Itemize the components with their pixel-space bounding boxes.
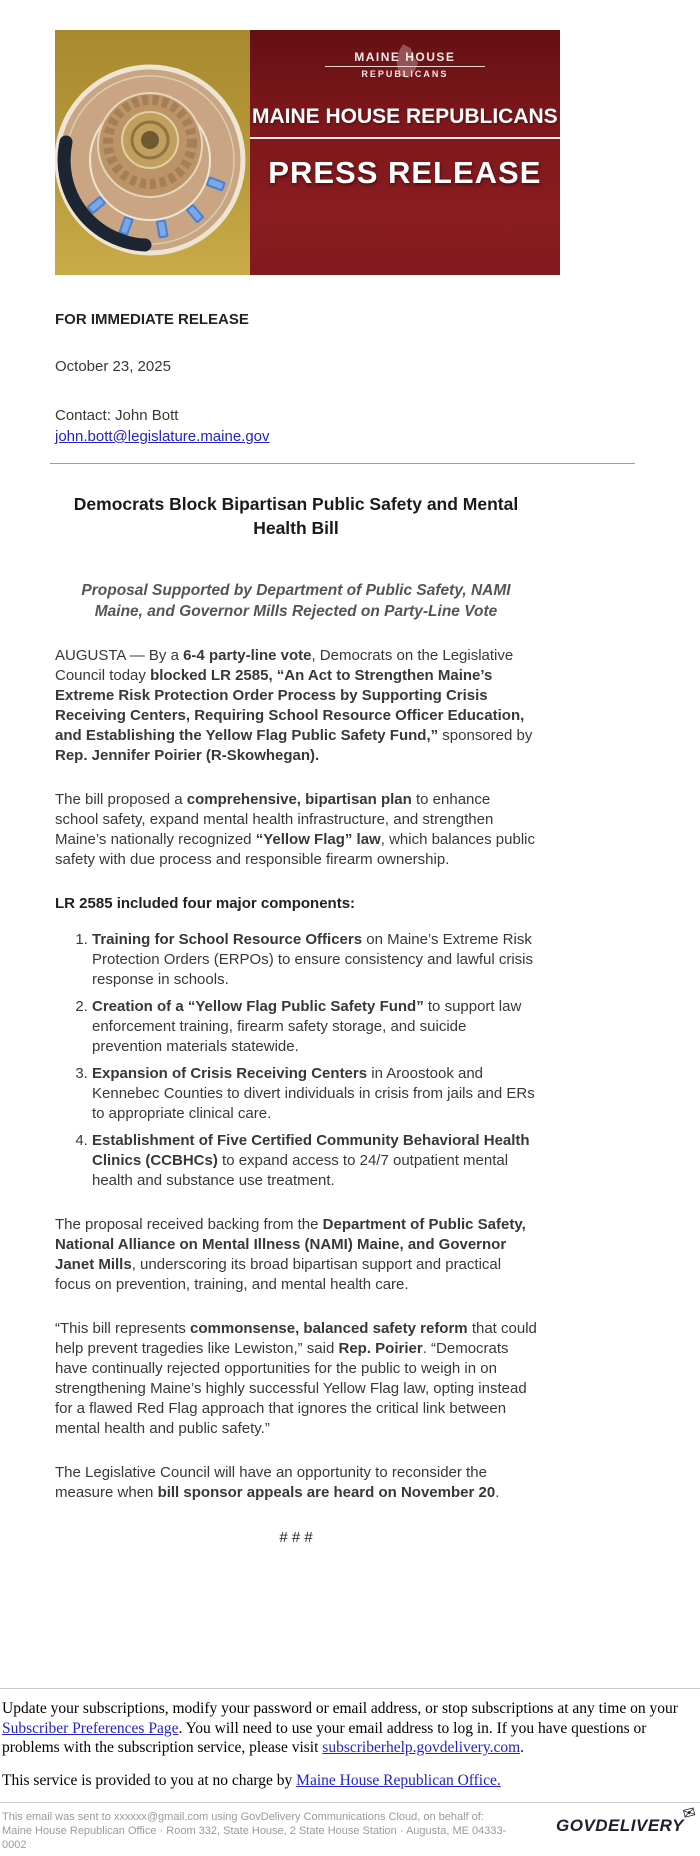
components-list bbox=[55, 930, 537, 1191]
subscriber-preferences-link[interactable]: Subscriber Preferences Page bbox=[2, 1719, 179, 1737]
list-item-sro-training: 1. Training for School Resource Officers on Maine’s Extreme Risk Protection Orders (ERPOs) to ensure consistency and lawful crisis response in schools. bbox=[92, 930, 537, 990]
paragraph-quote: “This bill represents commonsense, balanced safety reform that could help prevent tragedies like Lewiston,” said Rep. Poirier. “Democrats have continually rejected opportunities for the public to weigh in on strengthening Maine’s highly successful Yellow Flag law, opting instead for a flawed Red Flag approach that ignores the critical link between mental health and public safety.” bbox=[55, 1320, 537, 1437]
statehouse-dome-photo bbox=[55, 30, 250, 275]
paragraph-reconsider: The Legislative Council will have an opportunity to reconsider the measure when bill sponsor appeals are heard on November 20. bbox=[55, 1464, 500, 1501]
paragraph-bill-summary: The bill proposed a comprehensive, bipartisan plan to enhance school safety, expand mental health infrastructure, and strengthen Maine’s nationally recognized “Yellow Flag” law, which balances public safety with due process and responsible firearm ownership. bbox=[55, 791, 535, 868]
paragraph-backing: The proposal received backing from the Department of Public Safety, National Alliance on Mental Illness (NAMI) Maine, and Governor Janet Mills, underscoring its broad bipartisan support and practical focus on prevention, training, and mental health care. bbox=[55, 1216, 526, 1293]
contact-block bbox=[55, 405, 537, 447]
components-heading: LR 2585 included four major components: bbox=[55, 895, 356, 912]
headline: Democrats Block Bipartisan Public Safety and Mental Health Bill bbox=[73, 494, 519, 538]
banner-headline: MAINE HOUSE REPUBLICANS bbox=[250, 105, 560, 139]
govdelivery-logo bbox=[556, 1803, 698, 1836]
govdelivery-logo-text: GOVDELIVERY bbox=[556, 1816, 684, 1835]
divider bbox=[50, 463, 635, 464]
delivery-row bbox=[0, 1803, 700, 1852]
list-item-crisis-centers: 3. Expansion of Crisis Receiving Centers in Aroostook and Kennebec Counties to divert individuals in crisis from jails and ERs to appropriate clinical care. bbox=[92, 1064, 537, 1124]
list-item-ccbhcs: 4. Establishment of Five Certified Community Behavioral Health Clinics (CCBHCs) to expand access to 24/7 outpatient mental health and substance use treatment. bbox=[92, 1131, 537, 1191]
subheadline: Proposal Supported by Department of Public Safety, NAMI Maine, and Governor Mills Rejected on Party-Line Vote bbox=[81, 582, 511, 620]
logo-text-top: MAINE HOUSE bbox=[325, 50, 485, 67]
release-date: October 23, 2025 bbox=[55, 358, 171, 375]
press-release-email bbox=[55, 30, 558, 1688]
subscriber-help-link[interactable]: subscriberhelp.govdelivery.com bbox=[322, 1739, 521, 1756]
maine-house-republican-office-link[interactable]: Maine House Republican Office. bbox=[296, 1771, 501, 1789]
service-info: This service is provided to you at no charge by Maine House Republican Office. bbox=[2, 1771, 501, 1789]
header-banner bbox=[55, 30, 558, 275]
subscription-footer bbox=[0, 1689, 700, 1790]
banner-masthead bbox=[250, 30, 560, 275]
maine-house-republicans-logo bbox=[325, 50, 485, 79]
logo-text-bottom: REPUBLICANS bbox=[361, 69, 449, 79]
for-immediate-release-label: FOR IMMEDIATE RELEASE bbox=[55, 311, 249, 328]
banner-press-release-label: PRESS RELEASE bbox=[268, 155, 542, 190]
contact-name: Contact: John Bott bbox=[55, 407, 179, 424]
end-mark: # # # bbox=[279, 1529, 313, 1546]
contact-email-link[interactable]: john.bott@legislature.maine.gov bbox=[55, 428, 270, 445]
delivery-disclaimer: This email was sent to xxxxxx@gmail.com using GovDelivery Communications Cloud, on behalf of: Maine House Republican Office · Room 332, State House, 2 State House Station · Augusta, ME 04333-0002 bbox=[2, 1811, 507, 1851]
list-item-safety-fund: 2. Creation of a “Yellow Flag Public Safety Fund” to support law enforcement training, firearm safety storage, and suicide prevention materials statewide. bbox=[92, 997, 537, 1057]
envelope-icon: ✉ bbox=[681, 1803, 698, 1824]
subscription-info: Update your subscriptions, modify your password or email address, or stop subscriptions at any time on your Subscriber Preferences Page. You will need to use your email address to log in. If you have questions or problems with the subscription service, please visit subscriberhelp.govdelivery.com. bbox=[2, 1700, 678, 1756]
paragraph-lede: AUGUSTA — By a 6-4 party-line vote, Democrats on the Legislative Council today blocked LR 2585, “An Act to Strengthen Maine’s Extreme Risk Protection Order Process by Supporting Crisis Receiving Centers, Requiring School Resource Officer Education, and Establishing the Yellow Flag Public Safety Fund,” sponsored by Rep. Jennifer Poirier (R-Skowhegan). bbox=[55, 647, 533, 764]
